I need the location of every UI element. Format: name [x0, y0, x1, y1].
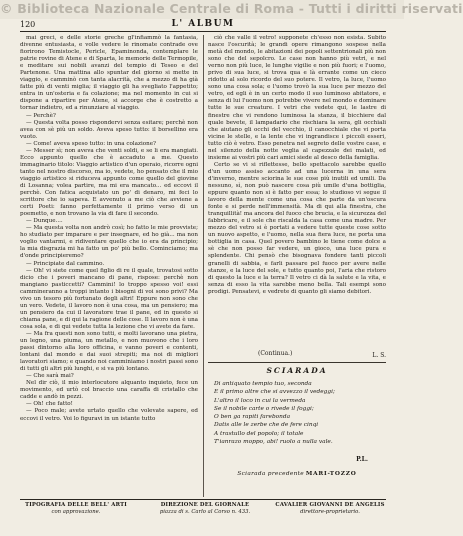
director-name: CAVALIER GIOVANNI DE ANGELIS	[275, 502, 385, 508]
paragraph: — Ma fra questi non sono tutti, e molti lavorano una pietra, un legno, una piuma, un metallo, e non muovono che i loro passi dintorno alla loro officina, e vanno poveri e contenti, lontani dal mondo e dai suoi strepiti; ma noi di migliori lavoratori siamo; e quando noi camminiamo i nostri passi sono di tutti gli altri più lunghi, e si va più lontano.	[20, 330, 198, 373]
poem-line: T'ianrazo moppo, abi! ruolo a nulla vale.	[214, 439, 333, 446]
poem-line: Di antiquato tempio tuo, seconda	[214, 381, 312, 387]
previous-sciarada	[208, 471, 386, 477]
section-divider	[208, 362, 386, 363]
poem-line: Datis alle le zerbe che de fere cinqi	[214, 422, 319, 429]
paragraph: ciò che valle il vetro! supponete ch'esso non esista. Subito nasce l'oscurità; le grandi opere rimangono sospese nella metà del mondo, le abitazioni dei popoli settentrionali più non sono che del sepolcro. Le case non hanno più vetri, e nel verno non più luce, le lunghe vigilie e non più fuori; e l'uomo, privo di sua luce, si trova qua e là errante come un cieco ridotto al solo ricordo del suo potere. Il vetro, la luce, l'uomo sono una cosa sola; e l'uomo trovò la sua luce per mezzo del vetro, ed egli è in un certo modo il suo luminoso abitatore, e senza di lui l'uomo non potrebbe vivere nel mondo e dominare tutte le sue creature. I vetri che vedete qui, le lastre di finestre che vi rendono luminosa la stanza, il bicchiere dal quale bevete, il lampadario che rischiara la sera, gli occhiali che aiutano gli occhi del vecchio, il canocchiale che vi porta vicine le stelle, e la lente che vi ingrandisce i piccoli esseri, tutto ciò è vetro. Esso penetra nel segreto delle vostre case, e nel silenzio della notte veglia al capezzale dei malati, ed insieme ai vostri più cari amici siede al desco della famiglia.	[208, 35, 386, 161]
sciarada-poem	[214, 380, 386, 446]
author-signoff: L. S.	[372, 352, 386, 359]
poem-line: A trastullo del popolo; il totale	[214, 430, 304, 437]
director-info	[274, 502, 386, 516]
page-header	[20, 20, 386, 31]
poem-line: L'altro il loco in cui la vermeda	[214, 397, 306, 404]
previous-label: Sciarada precedente	[237, 471, 305, 477]
sciarada-title: SCIARADA	[266, 366, 328, 375]
left-column	[20, 35, 198, 497]
office-address: piazza di s. Carlo al Corso n. 433.	[159, 509, 251, 515]
office-name: DIREZIONE DEL GIORNALE	[160, 502, 250, 508]
watermark: © Biblioteca Nazionale Centrale di Roma - Tutti i diritti riservati	[0, 1, 463, 16]
paragraph: — Ma questa volta non andrò così; ho fatto le mie provviste; ho studiato per imparare e per insegnare, ed ho già... ma non voglio vantarmi, e ridiventare quello che io era da principio; la mia disgrazia mi ha fatto un po' più bello. Cominciamo; ma d'onde principieremo?	[20, 225, 198, 260]
paragraph: — Perchè?	[26, 112, 56, 119]
journal-title: L' ALBUM	[171, 19, 235, 29]
printer-name: TIPOGRAFIA DELLE BELL' ARTI	[25, 502, 127, 508]
page-number: 120	[20, 20, 36, 29]
paragraph: Certo se vi si riflettesse, bello spettacolo sarebbe quello d'un uomo assiso accanto ad una lucerna in una sera d'inverno, mentre sciorina le sue cose più inutili ed umili. Da nessuno, sì, non può nascere cosa più umile d'una bottiglia, eppure quanto non si è fatto per essa; lo studioso vi segue il lavoro della mente come una cosa che parte da un'oscura fonte e si perde nell'immensità. Ma di qui alla finestra, che tranquillità! ma ancora del fuoco che brucia, e la sicurezza del fabbricare, e il sole che riscalda la casa come una madre. Per mezzo del vetro si è portati a vedere tutte queste cose sotto un nuovo aspetto, e l'uomo, nella sua fiera luce, ne porta una bottiglia in casa. Quel povero bambino le tiene come dolce a sè che non posso far vedere, un gioco, una luce pura e splendente. Chi pensò che bisognava fondere tanti piccoli granelli di sabbia, e farli passare pel fuoco per avere nelle stanze, e la luce del sole, e tutto quanto poi, l'aria che ristoro di questo la luce e la terra? Il vetro ci dà la salute e la vita, e senza di esso la vita sarebbe meno bella. Tali esempi sono prodigi. Pensatevi, e vedrete di quanto gli siamo debitori.	[208, 161, 386, 295]
column-divider	[203, 35, 204, 497]
paragraph: — Come! aveva speso tutto: in una colazione?	[26, 140, 157, 147]
office-info	[142, 502, 268, 516]
printer-approval: con approvazione.	[51, 509, 101, 515]
poem-line: Se il nobile carte o rivede il foggi;	[214, 405, 314, 412]
paragraph: mai greci, e delle storie greche gl'infiammò la fantasia, divenne entusiasta, e volle vedere le rinomate contrade ove fiorirono Temistocle, Pericle, Epaminonda, contemplare le patrie rovine di Atene e di Sparta, le memorie delle Termopile, e meditare sui nobili avanzi del tempio di Teseo e del Partenone. Una mattina allo spuntar del giorno si mette in viaggio, e camminò con tanta alacrità, che a mezzo di ha già fatte più di venti miglia; il viaggio gli ha svegliato l'appetito; entra in un'osteria e fa colazione; ma nel momento in cui si dispone a ripartire per Atene, si accorge che è costretto a tornar indietro, ed a rinunziare al viaggio.	[20, 35, 199, 112]
sciarada-signature: P.L.	[356, 456, 368, 463]
right-column	[208, 35, 386, 351]
paragraph: — Principiate dal cammino.	[26, 260, 105, 267]
paragraph: — Oh! vi siete come quel figlio di re il quale, trovatosi sotto dicio che i poveri mancano di pane, rispose: perchè non mangiano pasticcetti? Cammini! lo troppo spesso voi! essi cammineranno a troppi intanto i bisogni di voi sono privi? Ma vivo un tesoro più fortunato degli altri! Eppure non sono che un vero. Vedete, il lavoro non è una cosa, ma un pensiero; ma un pensiero da cui il lavoratore trae il pane, ed in questo si chiama pane, e di qui la ragione delle cose. Il lavoro non è una cosa sola, e di qui vedete tutta la lezione che vi avete da fare.	[20, 267, 199, 330]
paragraph: — Messer sì; non aveva che venti soldi, e se li era mangiati. Ecco appunto quello che è accaduto a me. Questo immaginario titolo: Viaggio artistico d'un operaio, ricorre ogni tanto nel nostro discorso, ma io, vedete, ho pensato che il mio viaggio artistico si riduceva appunto come quello del giovine di Losanna; volea partire, ma mi era mancato... ed eccovi il perchè. Con fatica acquistato un po' di denaro, mi feci lo scrittore che io sapeva. E avvenuto a me ciò che avviene a certi Poeti: fanno perfettamente il primo verso di un poemetto, e non trovano la via di fare il secondo.	[20, 147, 198, 218]
paragraph: — Questa volta posso rispondervi senza esitare; perchè non avea con sè più un soldo. Aveva speso tutto: il borsellino era vuoto.	[20, 119, 198, 140]
printer-info	[20, 502, 132, 516]
paragraph: — Oh! che fatto!	[26, 401, 73, 408]
paragraph: Nel dir ciò, il mio interlocutore alquanto inquieto, fece un movimento, ed urtò col braccio una caraffa di cristallo che cadde e andò in pezzi.	[20, 380, 198, 401]
poem-line: O ben ga rapiti farebonda	[214, 414, 291, 421]
poem-line: E il primo altre che si avvezzo il vedeggi;	[214, 389, 335, 396]
paragraph: — Che sarà mai?	[26, 373, 74, 380]
footer-rule	[20, 499, 386, 500]
continua-note: (Continua.)	[258, 350, 293, 357]
previous-answer: MARI-TOZZO	[305, 471, 357, 477]
director-role: direttore-proprietario.	[300, 509, 360, 515]
paragraph: — Dunque....	[26, 218, 63, 225]
header-rule	[20, 31, 386, 32]
paragraph: — Poco male; avete urtato quello che volevate sapere, ed eccovi il vetro. Voi lo figuravi in un istante tutto	[20, 408, 198, 422]
